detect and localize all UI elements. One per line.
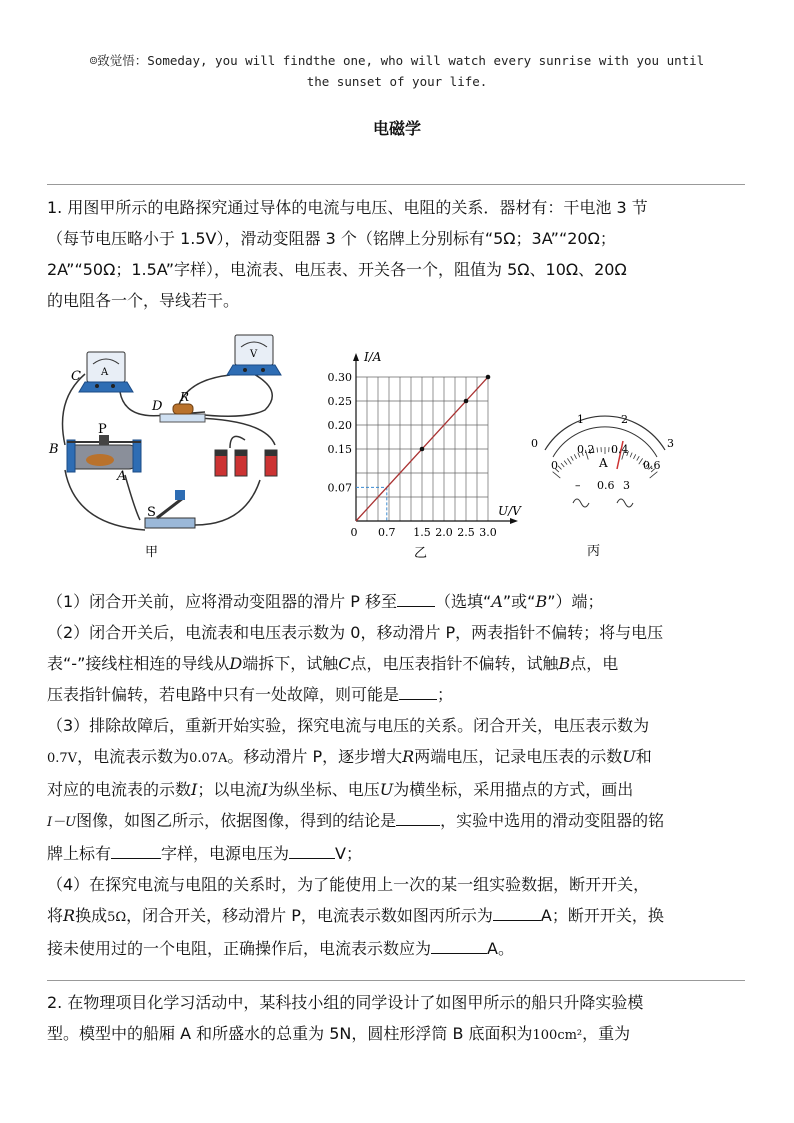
dial-inner-04: 0.4 [611, 443, 629, 456]
sub-q4-text-c: ，闭合开关，移动滑片 P，电流表示数如图丙所示为 [126, 906, 493, 925]
caption-jia: 甲 [145, 545, 159, 560]
ammeter-dial-bing [525, 405, 675, 560]
motto-line-1: ☺致觉悟：Someday, you will findthe one, who will watch every sunrise with you until [89, 53, 705, 68]
dial-tick [597, 447, 598, 452]
sub-q3-text-a: ，电流表示数为 [77, 747, 190, 766]
sub-q2-point-c: C [338, 654, 351, 673]
y-tick-label: 0.30 [327, 371, 352, 384]
dial-outer-arc [545, 416, 665, 450]
sub-q1-text-d: ”）端； [547, 592, 604, 611]
sub-q4-text-b: 换成 [75, 906, 108, 925]
q2-line-1: 2. 在物理项目化学习活动中，某科技小组的同学设计了如图甲所示的船只升降实验模 [47, 993, 644, 1012]
dial-tick [564, 461, 567, 465]
value-5ohm: 5Ω [107, 910, 127, 925]
dial-tick [561, 463, 564, 467]
sub-q3-line-2 [47, 741, 747, 774]
caption-yi: 乙 [414, 546, 428, 560]
y-tick-label: 0.25 [327, 395, 352, 408]
label-a-end: A [117, 469, 127, 484]
sub-q1-option-b: B [535, 592, 548, 611]
sub-q2-line-3 [47, 679, 747, 710]
dial-inner-02: 0.2 [577, 443, 595, 456]
divider-top [47, 184, 745, 185]
sub-q3-line-4 [47, 805, 747, 838]
dial-outer-1: 1 [577, 413, 584, 426]
sub-q2-text-d: 点，电 [570, 654, 619, 673]
battery-pack [215, 450, 277, 476]
dial-tick [650, 472, 658, 478]
y-tick-label: 0.07 [327, 481, 352, 495]
rheostat [67, 435, 141, 472]
sub-q2-line-2 [47, 648, 747, 679]
value-100cm2: 100cm² [532, 1028, 583, 1043]
value-07v: 0.7V [47, 751, 78, 766]
sub-q3-text-k: 牌上标有 [47, 844, 112, 863]
terminal-minus: – [575, 479, 581, 492]
q2-text-a: 型。模型中的船厢 A 和所盛水的总重为 5N，圆柱形浮筒 B 底面积为 [47, 1024, 533, 1043]
q1-intro [47, 192, 747, 316]
dial-outer-2: 2 [621, 413, 628, 426]
sub-q2-point-d: D [229, 654, 243, 673]
sym-i-u: I－U [47, 815, 77, 830]
answer-blank-2[interactable] [399, 681, 437, 700]
sub-q3-text-l: 字样，电源电压为 [161, 844, 290, 863]
wire-battery-link [230, 436, 245, 448]
answer-blank-3[interactable] [396, 807, 440, 826]
sub-q3-line-1: （3）排除故障后，重新开始实验，探究电流与电压的关系。闭合开关，电压表示数为 [47, 716, 650, 735]
sub-q3-text-i: 图像，如图乙所示，依据图像，得到的结论是 [76, 811, 397, 830]
data-point [464, 399, 469, 404]
sub-q4-line-3 [47, 933, 747, 964]
sym-r: R [402, 747, 415, 766]
sub-q1-text-b: （选填“ [435, 592, 492, 611]
dial-tick [567, 458, 571, 464]
sub-q4-line-2 [47, 900, 747, 933]
data-point [420, 447, 425, 452]
y-tick-label: 0.15 [327, 443, 352, 456]
sub-q3-text-e: 对应的电流表的示数 [47, 780, 192, 799]
sub-q4-text-f: A。 [487, 939, 514, 958]
sub-q4-text-e: 接未使用过的一个电阻，正确操作后，电流表示数应为 [47, 939, 432, 958]
label-r: R [180, 390, 190, 404]
sub-q3-line-5 [47, 838, 747, 869]
dial-inner-06: 0.6 [643, 459, 661, 472]
q1-intro-line-2: （每节电压略小于 1.5V），滑动变阻器 3 个（铭牌上分别标有“5Ω；3A”“20Ω； [47, 229, 616, 248]
sub-q3-text-h: 为横坐标，采用描点的方式，画出 [393, 780, 634, 799]
x-tick-label: 3.0 [479, 526, 497, 539]
dial-tick [571, 456, 574, 460]
sub-q3-line-3 [47, 774, 747, 805]
value-007a: 0.07A [189, 751, 228, 766]
q1-intro-line-4: 的电阻各一个，导线若干。 [47, 291, 240, 310]
answer-blank-4[interactable] [111, 840, 161, 859]
sym-u-2: U [379, 780, 394, 799]
dial-outer-3: 3 [667, 437, 674, 450]
x-axis-arrow [510, 518, 518, 524]
dial-tick [633, 454, 635, 458]
label-p: P [98, 422, 107, 437]
x-tick-label: 2.0 [435, 526, 453, 539]
dial-tick [558, 466, 561, 470]
sub-q1-text-c: ”或“ [502, 592, 536, 611]
sub-q4-text-a: 将 [47, 906, 64, 925]
sub-q2-text-c: 点，电压表指针不偏转，试触 [350, 654, 559, 673]
data-point [486, 375, 491, 380]
sub-q2-text-e: 压表指针偏转，若电路中只有一处故障，则可能是 [47, 685, 400, 704]
sym-i: I [191, 780, 198, 799]
wire-resistor-battery [195, 418, 275, 445]
terminal-3: 3 [623, 479, 630, 492]
circuit-figure-jia [45, 330, 295, 565]
caption-bing: 丙 [587, 544, 601, 559]
q1-intro-line-1: 1. 用图甲所示的电路探究通过导体的电流与电压、电阻的关系．器材有：干电池 3 节 [47, 198, 648, 217]
sub-q2-line-1: （2）闭合开关后，电流表和电压表示数为 0，移动滑片 P，两表指针不偏转；将与电压 [47, 623, 664, 642]
answer-blank-5[interactable] [289, 840, 335, 859]
dial-tick [637, 456, 640, 460]
sub-q4-line-1: （4）在探究电流与电阻的关系时，为了能使用上一次的某一组实验数据，断开开关， [47, 875, 650, 894]
dial-unit: A [599, 456, 608, 470]
y-axis-label: I/A [364, 350, 382, 364]
x-tick-label: 0.7 [378, 526, 396, 539]
sub-q3-text-j: ，实验中选用的滑动变阻器的铭 [440, 811, 665, 830]
x-tick-label: 2.5 [457, 526, 475, 539]
x-tick-label: 1.5 [413, 526, 431, 539]
iu-chart-yi [318, 345, 528, 560]
q1-subquestions [47, 586, 747, 964]
sub-q3-text-g: 为纵坐标、电压 [267, 780, 380, 799]
sub-q3-text-b: 。移动滑片 P，逐步增大 [227, 747, 403, 766]
wire-c-b [63, 374, 86, 445]
page-title: 电磁学 [372, 119, 421, 138]
sym-u: U [622, 747, 636, 766]
sub-q3-text-d: 和 [635, 747, 652, 766]
y-tick-label: 0.20 [327, 419, 352, 432]
q2-text-b: ，重为 [582, 1024, 631, 1043]
sub-q3-text-m: V； [335, 844, 362, 863]
dial-outer-0: 0 [531, 437, 538, 450]
label-c: C [71, 369, 81, 384]
sub-q2-text-f: ； [437, 685, 454, 704]
label-voltmeter: V [250, 349, 258, 360]
sub-q2-point-b: B [558, 654, 571, 673]
label-s: S [147, 505, 156, 520]
divider-q2 [47, 980, 745, 981]
dial-tick [553, 472, 561, 478]
sym-r-2: R [63, 906, 76, 925]
dial-tick [630, 453, 632, 458]
answer-blank-6[interactable] [493, 902, 541, 921]
sub-q3-text-c: 两端电压，记录电压表的示数 [414, 747, 623, 766]
sub-q3-text-f: ；以电流 [197, 780, 262, 799]
q1-intro-line-3: 2A”“50Ω；1.5A”字样），电流表、电压表、开关各一个，阻值为 5Ω、10Ω、20Ω [47, 260, 627, 279]
sub-q1-text-a: （1）闭合开关前，应将滑动变阻器的滑片 P 移至 [47, 592, 398, 611]
origin-label: 0 [350, 526, 358, 539]
sym-i-2: I [261, 780, 268, 799]
sub-q1-option-a: A [491, 592, 503, 611]
dial-inner-0: 0 [551, 459, 558, 472]
terminal-wire-right [617, 499, 633, 507]
label-d: D [152, 399, 163, 414]
answer-blank-7[interactable] [431, 935, 487, 954]
wire-switch-battery [195, 480, 260, 525]
sub-q1 [47, 586, 747, 617]
motto [0, 50, 794, 92]
answer-blank-1[interactable] [397, 588, 435, 607]
terminal-wire-left [573, 499, 589, 507]
sub-q4-text-d: A；断开开关，换 [540, 906, 664, 925]
q2 [47, 987, 747, 1051]
y-axis-arrow [353, 353, 359, 361]
q2-line-2 [47, 1018, 747, 1051]
x-axis-label: U/V [498, 504, 521, 518]
terminal-06: 0.6 [597, 479, 615, 492]
sub-q2-text-b: 端拆下，试触 [242, 654, 339, 673]
motto-line-2: the sunset of your life. [306, 74, 488, 89]
sub-q2-text-a: 表“-”接线柱相连的导线从 [47, 654, 230, 673]
wire-voltmeter-right [195, 372, 272, 416]
label-ammeter: A [101, 367, 109, 378]
wire-rheostat-a [125, 475, 140, 520]
label-b: B [49, 442, 59, 457]
